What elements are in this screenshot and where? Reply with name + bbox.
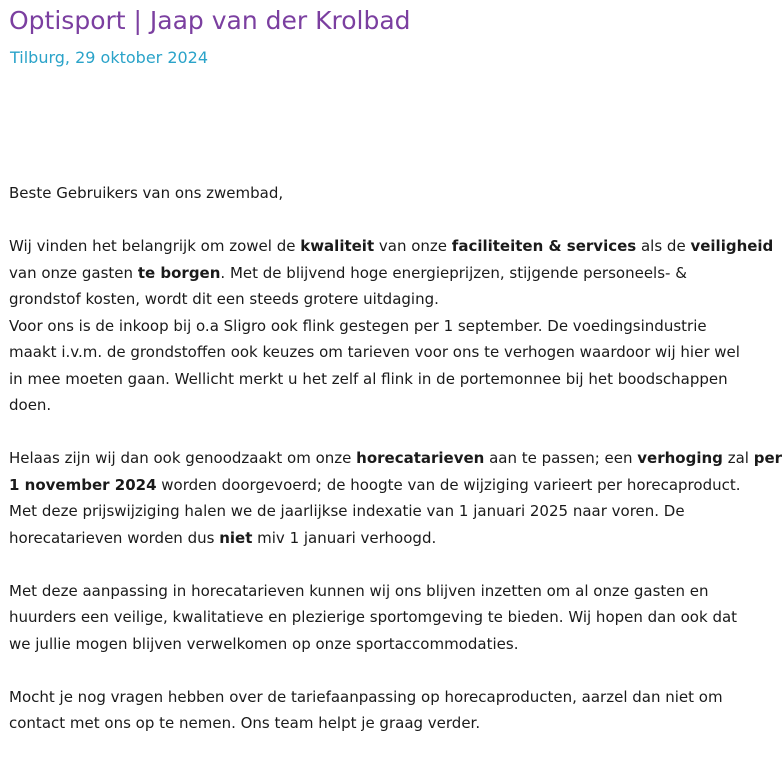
bold-text: horecatarieven: [356, 449, 485, 467]
text-line: maakt i.v.m. de grondstoffen ook keuzes om tarieven voor ons te verhogen waardoor wij hier wel: [9, 343, 740, 361]
paragraph-price-change: [9, 445, 782, 551]
text-line: huurders een veilige, kwalitatieve en plezierige sportomgeving te bieden. Wij hopen dan ook dat: [9, 608, 738, 626]
text-line: [9, 260, 749, 287]
bold-text: 1 november 2024: [9, 475, 157, 494]
text-segment: worden doorgevoerd; de hoogte van de wijziging varieert per horecaproduct.: [156, 475, 741, 494]
letter-greeting: Beste Gebruikers van ons zwembad,: [9, 184, 284, 202]
bold-text: faciliteiten & services: [451, 237, 637, 255]
text-line: we jullie mogen blijven verwelkomen op onze sportaccommodaties.: [9, 634, 519, 653]
text-line: Met deze aanpassing in horecatarieven kunnen wij ons blijven inzetten om al onze gasten en: [9, 581, 709, 600]
paragraph-commitment: [9, 578, 749, 658]
text-segment: van onze gasten: [9, 263, 138, 282]
text-line: in mee moeten gaan. Wellicht merkt u het zelf al flink in de portemonnee bij het boodschappen: [9, 369, 728, 388]
text-segment: . Met de blijvend hoge energieprijzen, stijgende personeels- &: [220, 263, 687, 282]
letter-body: [9, 180, 782, 763]
text-segment: miv 1 januari verhoogd.: [252, 528, 437, 547]
text-line: [9, 445, 782, 472]
text-line: doen.: [9, 396, 52, 414]
text-segment: als de: [636, 237, 691, 255]
paragraph-contact: [9, 684, 749, 737]
text-segment: aan te passen; een: [484, 449, 638, 467]
bold-text: veiligheid: [690, 237, 774, 255]
text-line: grondstof kosten, wordt dit een steeds grotere uitdaging.: [9, 290, 439, 308]
bold-text: per: [753, 449, 782, 467]
text-segment: zal: [722, 449, 754, 467]
text-line: Met deze prijswijziging halen we de jaarlijkse indexatie van 1 januari 2025 naar voren. De: [9, 502, 685, 520]
text-segment: Wij vinden het belangrijk om zowel de: [9, 237, 301, 255]
letter-date: Tilburg, 29 oktober 2024: [10, 48, 209, 67]
text-segment: horecatarieven worden dus: [9, 528, 220, 547]
bold-text: kwaliteit: [300, 237, 375, 255]
paragraph-quality: [9, 233, 774, 419]
text-line: [9, 233, 774, 260]
text-line: [9, 525, 749, 552]
text-line: [9, 472, 749, 499]
text-segment: Helaas zijn wij dan ook genoodzaakt om onze: [9, 449, 357, 467]
text-line: Mocht je nog vragen hebben over de tariefaanpassing op horecaproducten, aarzel dan niet om: [9, 687, 723, 706]
bold-text: niet: [219, 528, 253, 547]
text-line: contact met ons op te nemen. Ons team helpt je graag verder.: [9, 714, 481, 732]
letter-title: Optisport | Jaap van der Krolbad: [9, 6, 411, 35]
text-line: Voor ons is de inkoop bij o.a Sligro ook flink gestegen per 1 september. De voedingsindustrie: [9, 316, 707, 335]
bold-text: verhoging: [637, 449, 723, 467]
text-segment: van onze: [374, 237, 452, 255]
bold-text: te borgen: [137, 263, 221, 282]
